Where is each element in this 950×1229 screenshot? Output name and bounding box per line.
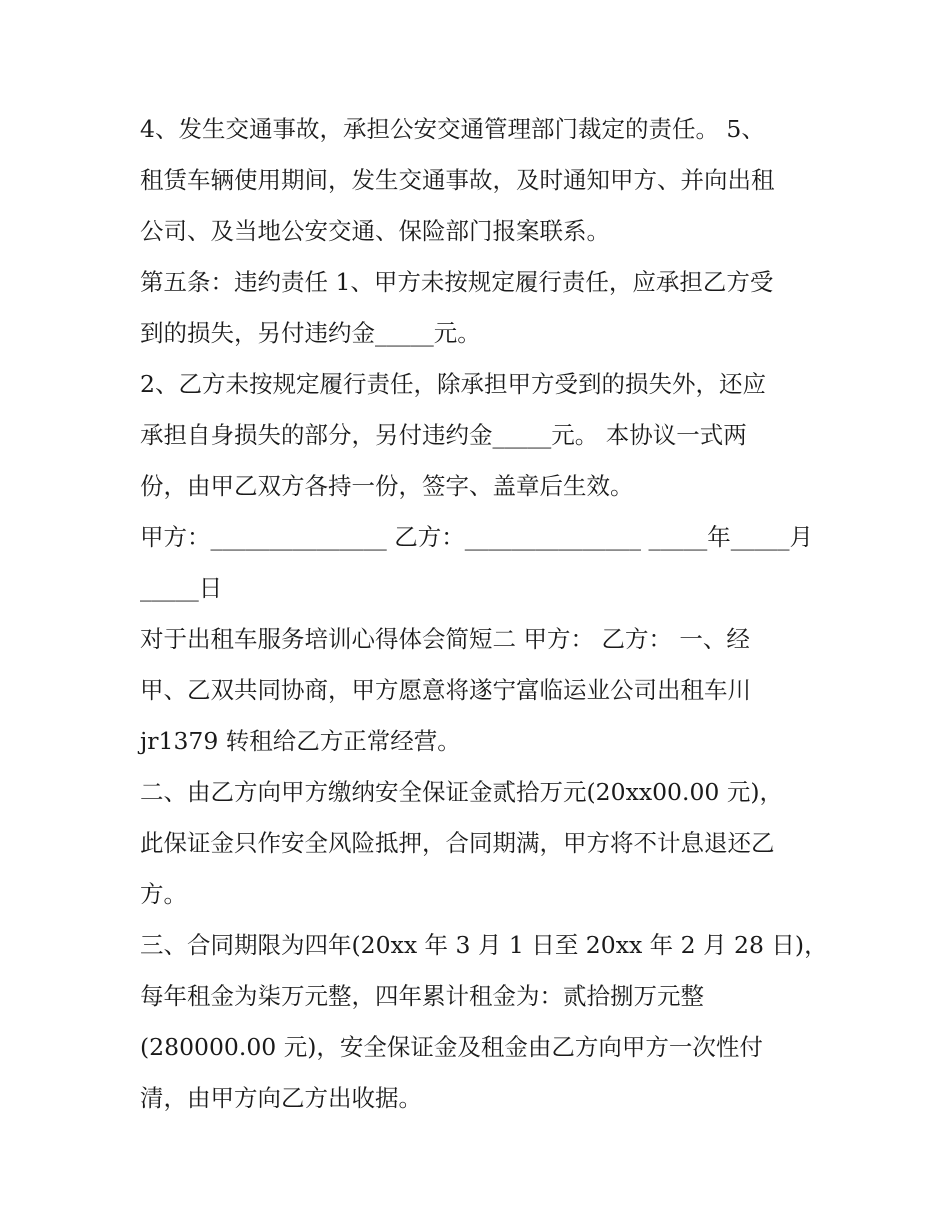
text-line: 第五条：违约责任 1、甲方未按规定履行责任，应承担乙方受 — [140, 268, 774, 296]
text-line: 方。 — [140, 880, 187, 908]
text-line: 甲、乙双共同协商，甲方愿意将遂宁富临运业公司出租车川 — [140, 676, 751, 704]
text-line: 2、乙方未按规定履行责任，除承担甲方受到的损失外，还应 — [140, 370, 766, 398]
text-line: 清，由甲方向乙方出收据。 — [140, 1084, 422, 1112]
text-line: 每年租金为柒万元整，四年累计租金为：贰拾捌万元整 — [140, 982, 704, 1010]
text-line: 份，由甲乙双方各持一份，签字、盖章后生效。 — [140, 472, 634, 500]
date-line: _____日 — [140, 574, 223, 602]
text-line: (280000.00 元)，安全保证金及租金由乙方向甲方一次性付 — [140, 1033, 763, 1061]
text-line: 此保证金只作安全风险抵押，合同期满，甲方将不计息退还乙 — [140, 829, 775, 857]
text-line: 承担自身损失的部分，另付违约金_____元。 本协议一式两 — [140, 421, 747, 449]
text-line: 公司、及当地公安交通、保险部门报案联系。 — [140, 217, 610, 245]
signature-line: 甲方：_______________ 乙方：_______________ _____年_____月 — [140, 523, 813, 551]
text-line: 对于出租车服务培训心得体会简短二 甲方： 乙方： 一、经 — [140, 625, 750, 653]
text-line: 到的损失，另付违约金_____元。 — [140, 319, 481, 347]
document-body — [140, 104, 830, 1124]
text-line: 4、发生交通事故，承担公安交通管理部门裁定的责任。 5、 — [140, 115, 765, 143]
text-line: 二、由乙方向甲方缴纳安全保证金贰拾万元(20xx00.00 元)， — [140, 778, 783, 806]
text-line: 三、合同期限为四年(20xx 年 3 月 1 日至 20xx 年 2 月 28 日)， — [140, 931, 828, 959]
text-line: 租赁车辆使用期间，发生交通事故，及时通知甲方、并向出租 — [140, 166, 775, 194]
text-line: jr1379 转租给乙方正常经营。 — [140, 727, 461, 755]
